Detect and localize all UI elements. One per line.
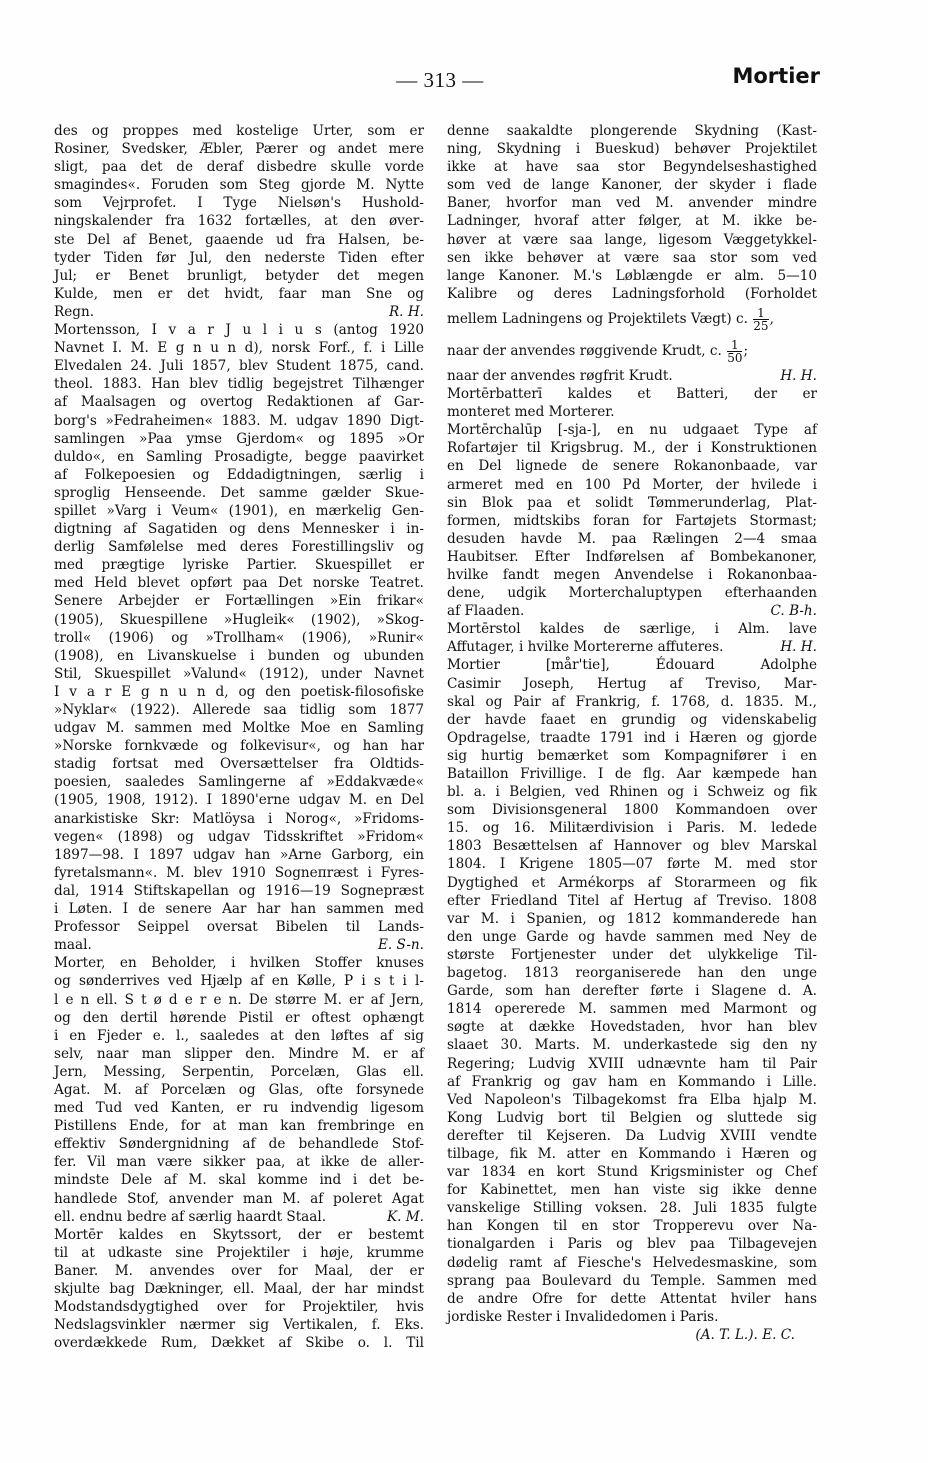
text-line: for Kabinettet, men han viste sig ikke denne [447, 1182, 817, 1199]
running-head: Mortier [732, 64, 820, 88]
text-line: skjulte bag Dækninger, ell. Maal, der har mindst [54, 1281, 424, 1297]
text-line: sig hurtig bemærket som Kompagnifører i en [447, 747, 817, 764]
text-line: Nedslagsvinkler nærmer sig Vertikalen, f. Eks. [54, 1317, 424, 1334]
text-line: og den dertil hørende Pistil er oftest ophængt [54, 1009, 424, 1026]
text-line-with-signature [54, 936, 424, 954]
text-line: sen ikke behøver at være saa stor som ved [447, 249, 817, 266]
text-line: (1905), Skuespillene »Hugleik« (1902), »Skog- [54, 611, 424, 628]
text-line: til at udkaste sine Projektiler i høje, krumme [54, 1244, 424, 1261]
text-line: theol. 1883. Han blev tidlig begejstret Tilhænger [54, 376, 424, 393]
text-line: mindste Dele af M. skal komme ind i det be- [54, 1172, 424, 1189]
text-line: sprang paa Boulevard du Temple. Sammen med [447, 1272, 817, 1289]
entry-heading-line: Mortensson, I v a r J u l i u s (antog 1920 [54, 322, 424, 339]
text-line: poesien, saaledes Samlingerne af »Eddakvæde« [54, 774, 424, 791]
text-line: Kalibre og deres Ladningsforhold (Forholdet [447, 285, 817, 302]
text-line: bl. a. i Belgien, ved Rhinen og i Schweiz og fik [447, 784, 817, 801]
text-line: bagetog. 1813 reorganiserede han den unge [447, 965, 817, 982]
text-line: Elvedalen 24. Juli 1857, blev Student 1875, cand. [54, 358, 424, 375]
text-line: Bataillon Frivillige. I de flg. Aar kæmpede han [447, 766, 817, 782]
text-line: derefter til Kejseren. Da Ludvig XVIII vendte [447, 1127, 817, 1144]
fraction [727, 339, 742, 364]
entry-heading-line: Mortērchalūp [-sja-], en nu udgaaet Type af [447, 422, 817, 439]
text-line: (1905, 1908, 1912). I 1890'erne udgav M. en Del [54, 792, 424, 809]
text-line: troll« (1906) og »Trollham« (1906), »Runir« [54, 629, 424, 646]
text-line: duldo«, en Samling Prosadigte, begge paavirket [54, 448, 424, 465]
text-line-with-fraction [447, 303, 817, 335]
text-line: I v a r E g n u n d, og den poetisk-filosofiske [54, 683, 424, 700]
author-signature: H. H. [780, 367, 817, 384]
text-line: »Norske fornkvæde og folkevisur«, og han har [54, 738, 424, 755]
line-text: naar der anvendes røgfrit Krudt. [447, 367, 673, 384]
text-line: 1804. I Krigene 1805—07 førte M. med stor [447, 856, 817, 873]
line-text: naar der anvendes røggivende Krudt, c. [447, 342, 722, 359]
right-column [447, 122, 817, 1344]
text-line: digtning af Sagatiden og dens Mennesker i in- [54, 521, 424, 538]
author-signature: C. B-h. [770, 603, 817, 620]
text-line: Stil, Skuespillet »Valund« (1912), under Navnet [54, 665, 424, 682]
text-line: 15. og 16. Militærdivision i Paris. M. ledede [447, 820, 817, 837]
text-line: dødelig ramt af Fiesche's Helvedesmaskine, som [447, 1254, 817, 1271]
text-line-with-signature [54, 303, 424, 321]
text-line: ste Del af Benet, gaaende ud fra Halsen, be- [54, 231, 424, 248]
text-line: Regering; Ludvig XVIII udnævnte ham til Pair [447, 1055, 817, 1072]
text-line-with-signature [447, 602, 817, 620]
text-line: Haubitser. Efter Indførelsen af Bombekanoner, [447, 548, 817, 565]
text-line: fer. Vil man være sikker paa, at ikke de aller- [54, 1154, 424, 1171]
text-line: anarkistiske Skr: Matlöysa i Norog«, »Fridoms- [54, 810, 424, 827]
author-signature: H. H. [780, 639, 817, 656]
entry-heading-line: Mortērbatterī kaldes et Batteri, der er [447, 386, 817, 403]
text-line: Ladninger, hvoraf atter følger, at M. ikke be- [447, 213, 817, 230]
text-line: største Fortjenester under det ulykkelige Til- [447, 946, 817, 963]
text-line: slaaet 30. Marts. M. underkastede sig den ny [447, 1037, 817, 1054]
text-line: Opdragelse, traadte 1791 ind i Hæren og gjorde [447, 729, 817, 746]
page-header [0, 0, 928, 120]
author-signature: K. M. [386, 1208, 424, 1225]
text-line: en Del lignede de senere Rokanonbaade, var [447, 458, 817, 475]
line-text: af Flaaden. [447, 603, 525, 620]
text-line: derlig Samfølelse med deres Forestillingsliv og [54, 539, 424, 556]
text-line: fyretalsmann«. M. blev 1910 Sogneпræst i Fyres- [54, 864, 424, 881]
text-line: som Vejrprofet. I Tyge Nielsøn's Hushold- [54, 195, 424, 212]
entry-heading-line: Morter, en Beholder, i hvilken Stoffer knuses [54, 955, 424, 972]
line-text: ell. endnu bedre af særlig haardt Staal. [54, 1208, 327, 1225]
text-line: Professor Seippel oversat Bibelen til Lands- [54, 919, 424, 936]
text-line: l e n ell. S t ø d e r e n. De større M. er af Jern, [54, 991, 424, 1008]
text-line: Kulde, men er det hvidt, faar man Sne og [54, 285, 424, 302]
text-line: Garde, som han derefter førte i Slagene d. A. [447, 983, 817, 1000]
text-line-with-signature [54, 1208, 424, 1226]
text-line: søgte at dække Hovedstaden, hvor han blev [447, 1019, 817, 1036]
text-line: armeret med en 100 Pd Morter, der hvilede i [447, 476, 817, 493]
text-line: sproglig Henseende. Det samme gælder Skue- [54, 484, 424, 501]
text-line: dal, 1914 Stiftskapellan og 1916—19 Sognepræst [54, 882, 424, 899]
text-line: Navnet I. M. E g n u n d), norsk Forf., f. i Lille [54, 340, 424, 357]
line-text: mellem Ladningens og Projektilets Vægt) c. [447, 310, 748, 327]
text-line: spillet »Varg i Veum« (1901), en mærkelig Gen- [54, 502, 424, 519]
text-line: jordiske Rester i Invalidedomen i Paris. [447, 1308, 719, 1325]
signature-line [447, 1326, 817, 1344]
text-line: med Tud ved Kanten, er ru indvendig ligesom [54, 1100, 424, 1117]
text-line-with-fraction [447, 335, 817, 367]
text-line-with-signature [447, 638, 817, 656]
text-line: effektiv Søndergnidning af de behandlede Stof- [54, 1136, 424, 1153]
text-line: og sønderrives ved Hjælp af en Kølle, P i s t i l- [54, 973, 424, 990]
text-line: handlede Stof, anvender man M. af poleret Agat [54, 1190, 424, 1207]
text-line: ning, Skydning i Bueskud) behøver Projektilet [447, 141, 817, 158]
text-line: høver at være saa lange, ligesom Væggetykkel- [447, 231, 817, 248]
text-line: formen, midtskibs foran for Fartøjets Stormast; [447, 512, 817, 529]
punctuation: , [769, 310, 774, 327]
text-line: sin Blok paa et solidt Tømmerunderlag, Plat- [447, 494, 817, 511]
line-text: Regn. [54, 303, 95, 320]
text-line: dene, udgik Morterchaluptypen efterhaanden [447, 585, 817, 602]
text-line: som ved de lange Kanoner, der skyder i flade [447, 177, 817, 194]
punctuation: ; [743, 342, 749, 359]
text-line: de andre Ofre for dette Attentat hviler hans [447, 1290, 817, 1307]
text-line: Baner. M. anvendes over for Maal, der er [54, 1262, 424, 1279]
text-line: Pistillens Ende, for at man kan frembringe en [54, 1118, 424, 1135]
text-line: tionalgarden i Paris og blev paa Tilbagevejen [447, 1236, 817, 1253]
text-line: Rofartøjer til Krigsbrug. M., der i Konstruktionen [447, 440, 817, 457]
text-line: Rosiner, Svedsker, Æbler, Pærer og andet mere [54, 141, 424, 158]
text-line: 1814 opererede M. sammen med Marmont og [447, 1001, 817, 1018]
text-line: ikke at have saa stor Begyndelseshastighed [447, 159, 817, 176]
author-signature: (A. T. L.). E. C. [695, 1326, 795, 1343]
text-line: med prægtige lyriske Partier. Skuespillet er [54, 557, 424, 574]
text-line: som Divisionsgeneral 1800 Kommandoen over [447, 802, 817, 819]
fraction-numerator: 1 [727, 339, 742, 352]
line-text: Affutager, i hvilke Mortererne affuteres. [447, 639, 724, 656]
page-number: — 313 — [396, 68, 484, 92]
fraction [753, 307, 768, 332]
text-line: med Held blevet opført paa Det norske Teatret. [54, 575, 424, 592]
text-line: ningskalender fra 1632 fortælles, at den øver- [54, 213, 424, 230]
fraction-denominator: 50 [727, 350, 743, 365]
text-line: overdækkede Rum, Dækket af Skibe o. l. Til [54, 1335, 424, 1352]
text-line: Jern, Messing, Serpentin, Porcelæn, Glas ell. [54, 1063, 424, 1080]
text-line: tilbage, fik M. atter en Kommando i Hæren og [447, 1145, 817, 1162]
text-line: denne saakaldte plongerende Skydning (Kast- [447, 123, 817, 139]
text-line: han Kongen til en stor Tropperevu over Na- [447, 1218, 817, 1235]
text-line: »Nyklar« (1922). Allerede saa tidlig som 1877 [54, 702, 424, 718]
text-line: (1908), en Livanskuelse i bunden og ubunden [54, 647, 424, 664]
text-line: 1803 Besættelsen af Hannover og blev Marskal [447, 838, 817, 855]
fraction-denominator: 25 [753, 318, 769, 333]
text-line: tyder Tiden før Jul, den nederste Tiden efter [54, 249, 424, 266]
text-line: des og proppes med kostelige Urter, som er [54, 123, 424, 139]
text-line: selv, naar man slipper den. Mindre M. er af [54, 1045, 424, 1062]
text-line: Baner, hvorfor man ved M. anvender mindre [447, 195, 817, 212]
entry-heading-line: Mortier [mår'tie], Édouard Adolphe [447, 657, 817, 674]
text-line: lange Kanoner. M.'s Løblængde er alm. 5—10 [447, 267, 817, 284]
text-line: Casimir Joseph, Hertug af Treviso, Mar- [447, 675, 817, 692]
author-signature: R. H. [388, 303, 424, 320]
text-line: hvilke fandt megen Anvendelse i Rokanonbaa- [447, 566, 817, 583]
text-line: var 1834 en kort Stund Krigsminister og Chef [447, 1164, 817, 1181]
entry-heading-line: Mortērstol kaldes de særlige, i Alm. lave [447, 621, 817, 638]
line-text: maal. [54, 937, 92, 954]
text-line: af Frankrig og gav ham en Kommando i Lille. [447, 1073, 817, 1090]
text-line: var M. i Spanien, og 1812 kommanderede han [447, 910, 817, 927]
text-line: skal og Pair af Frankrig, f. 1768, d. 1835. M., [447, 693, 817, 710]
text-line: i en Fjeder e. l., saaledes at den løftes af sig [54, 1027, 424, 1044]
text-line: 1897—98. I 1897 udgav han »Arne Garborg, ein [54, 846, 424, 863]
text-line: Modstandsdygtighed over for Projektiler, hvis [54, 1299, 424, 1316]
text-line: borg's »Fedraheimen« 1883. M. udgav 1890 Digt- [54, 412, 424, 429]
text-line: af Folkepoesien og Eddadigtningen, særlig i [54, 466, 424, 483]
text-line: samlingen »Paa ymse Gjerdom« og 1895 »Or [54, 430, 424, 447]
text-line: smagindes«. Foruden som Steg gjorde M. Nytte [54, 177, 424, 194]
text-line: sligt, paa det de deraf disbedre skulle vorde [54, 159, 424, 176]
text-line: i Løten. I de senere Aar har han sammen med [54, 901, 424, 918]
text-line: Senere Arbejder er Fortællingen »Ein frikar« [54, 593, 424, 610]
text-line-with-signature [447, 367, 817, 385]
text-line: monteret med Morterer. [447, 404, 615, 421]
text-line: Jul; er Benet brunligt, betyder det megen [54, 267, 424, 284]
fraction-numerator: 1 [753, 307, 768, 320]
text-line: udgav M. sammen med Moltke Moe en Samling [54, 720, 424, 737]
text-line: den unge Garde og havde sammen med Ney de [447, 928, 817, 945]
text-line: vegen« (1898) og udgav Tidsskriftet »Fridom« [54, 828, 424, 845]
author-signature: E. S-n. [377, 937, 424, 954]
text-line: desuden havde M. paa Rælingen 2—4 smaa [447, 530, 817, 547]
text-line: der havde faaet en grundig og videnskabelig [447, 711, 817, 728]
text-line: efter Friedland Titel af Hertug af Treviso. 1808 [447, 892, 817, 909]
entry-heading-line: Mortēr kaldes en Skytssort, der er bestemt [54, 1226, 424, 1243]
text-line: Kong Ludvig bort til Belgien og sluttede sig [447, 1109, 817, 1126]
text-line: Dygtighed et Armékorps af Storarmeen og fik [447, 874, 817, 891]
left-column [54, 122, 424, 1352]
text-line: Ved Napoleon's Tilbagekomst fra Elba hjalp M. [447, 1091, 817, 1108]
text-line: Agat. M. af Porcelæn og Glas, ofte forsynede [54, 1081, 424, 1098]
text-line: af Maalsagen og overtog Redaktionen af Gar- [54, 394, 424, 411]
text-line: vanskelige Stilling voksen. 28. Juli 1835 fulgte [447, 1200, 817, 1217]
text-line: stadig fortsat med Oversættelser fra Oldtids- [54, 756, 424, 773]
